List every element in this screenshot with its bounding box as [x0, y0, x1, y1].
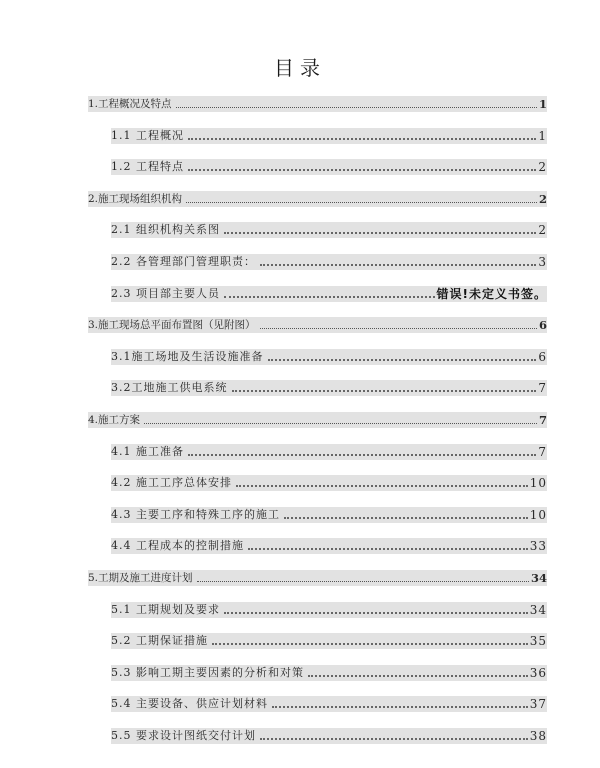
toc-entry-page: 34	[530, 571, 547, 585]
toc-entry-page: 10	[529, 476, 547, 490]
toc-entry-page: 34	[529, 603, 547, 617]
toc-entry-page: 10	[529, 508, 547, 522]
dot-leader	[260, 722, 528, 740]
dot-leader	[212, 627, 528, 645]
toc-entry-label: 1.1 工程概况	[111, 129, 184, 142]
dot-leader	[248, 532, 528, 550]
toc-entry-label: 4.4 工程成本的控制措施	[111, 539, 244, 552]
toc-entry-label: 4.3 主要工序和特殊工序的施工	[111, 508, 280, 521]
toc-entry-label: 3.施工现场总平面布置图（见附图）	[88, 319, 256, 331]
toc-subentry[interactable]	[111, 507, 547, 523]
toc-subentry[interactable]	[111, 728, 547, 744]
toc-subentry[interactable]	[111, 128, 547, 144]
dot-leader	[176, 91, 537, 108]
toc-entry-label: 2.施工现场组织机构	[88, 193, 183, 205]
toc-entry-label: 2.3 项目部主要人员	[111, 287, 220, 300]
toc-subentry[interactable]	[111, 380, 547, 396]
toc-entry-label: 1.工程概况及特点	[88, 98, 172, 110]
toc-entry-page: 7	[538, 445, 547, 459]
toc-entry-page: 36	[529, 666, 547, 680]
dot-leader	[188, 153, 536, 171]
dot-leader	[186, 186, 537, 203]
dot-leader	[224, 596, 528, 614]
dot-leader	[197, 565, 529, 582]
toc-heading-entry[interactable]	[88, 96, 547, 112]
toc-entry-page: 37	[529, 697, 547, 711]
toc-subentry[interactable]	[111, 602, 547, 618]
toc-heading-entry[interactable]	[88, 570, 547, 586]
dot-leader	[224, 280, 435, 298]
toc-subentry[interactable]	[111, 475, 547, 491]
toc-subentry[interactable]	[111, 696, 547, 712]
dot-leader	[188, 438, 536, 456]
toc-entry-page: 6	[538, 318, 547, 332]
dot-leader	[224, 216, 536, 234]
toc-subentry[interactable]	[111, 538, 547, 554]
toc-entry-page: 3	[538, 255, 547, 269]
toc-subentry[interactable]	[111, 222, 547, 238]
dot-leader	[188, 122, 536, 140]
toc-entry-label: 4.2 施工工序总体安排	[111, 476, 232, 489]
toc-entry-label: 1.2 工程特点	[111, 160, 184, 173]
toc-heading-entry[interactable]	[88, 317, 547, 333]
toc-entry-label: 5.1 工期规划及要求	[111, 603, 220, 616]
toc-subentry[interactable]	[111, 254, 547, 270]
toc-entry-page: 6	[538, 350, 547, 364]
toc-entry-label: 5.2 工期保证措施	[111, 634, 208, 647]
toc-entry-label: 3.1施工场地及生活设施准备	[111, 350, 264, 363]
toc-entry-error: 错误!未定义书签。	[436, 287, 547, 301]
toc-subentry[interactable]	[111, 633, 547, 649]
toc-entry-label: 5.5 要求设计图纸交付计划	[111, 729, 256, 742]
toc-entry-page: 2	[538, 160, 547, 174]
dot-leader	[260, 248, 536, 266]
toc-entry-label: 4.施工方案	[88, 414, 141, 426]
toc-entry-label: 4.1 施工准备	[111, 445, 184, 458]
dot-leader	[260, 312, 537, 329]
dot-leader	[236, 469, 528, 487]
toc-entry-page: 7	[538, 413, 547, 427]
toc-entry-page: 1	[538, 129, 547, 143]
toc-subentry[interactable]	[111, 349, 547, 365]
toc-entry-page: 1	[538, 97, 547, 111]
dot-leader	[144, 407, 537, 424]
toc-subentry[interactable]	[111, 286, 547, 302]
toc-entry-label: 3.2工地施工供电系统	[111, 381, 228, 394]
dot-leader	[232, 374, 537, 392]
toc-entry-page: 33	[529, 539, 547, 553]
toc-entry-label: 5.工期及施工进度计划	[88, 572, 193, 584]
dot-leader	[268, 343, 537, 361]
toc-entry-label: 2.1 组织机构关系图	[111, 223, 220, 236]
toc-entry-label: 2.2 各管理部门管理职责：	[111, 255, 256, 268]
toc-heading-entry[interactable]	[88, 412, 547, 428]
dot-leader	[272, 690, 528, 708]
page-title: 目录	[274, 56, 326, 80]
toc-entry-label: 5.4 主要设备、供应计划材料	[111, 697, 268, 710]
toc-entry-page: 2	[538, 223, 547, 237]
toc-entry-page: 7	[538, 381, 547, 395]
toc-subentry[interactable]	[111, 159, 547, 175]
toc-subentry[interactable]	[111, 444, 547, 460]
toc-heading-entry[interactable]	[88, 191, 547, 207]
toc-entry-page: 2	[538, 192, 547, 206]
dot-leader	[308, 659, 528, 677]
dot-leader	[284, 501, 528, 519]
toc-subentry[interactable]	[111, 665, 547, 681]
toc-entry-label: 5.3 影响工期主要因素的分析和对策	[111, 666, 304, 679]
toc-entry-page: 38	[529, 729, 547, 743]
toc-entry-page: 35	[529, 634, 547, 648]
